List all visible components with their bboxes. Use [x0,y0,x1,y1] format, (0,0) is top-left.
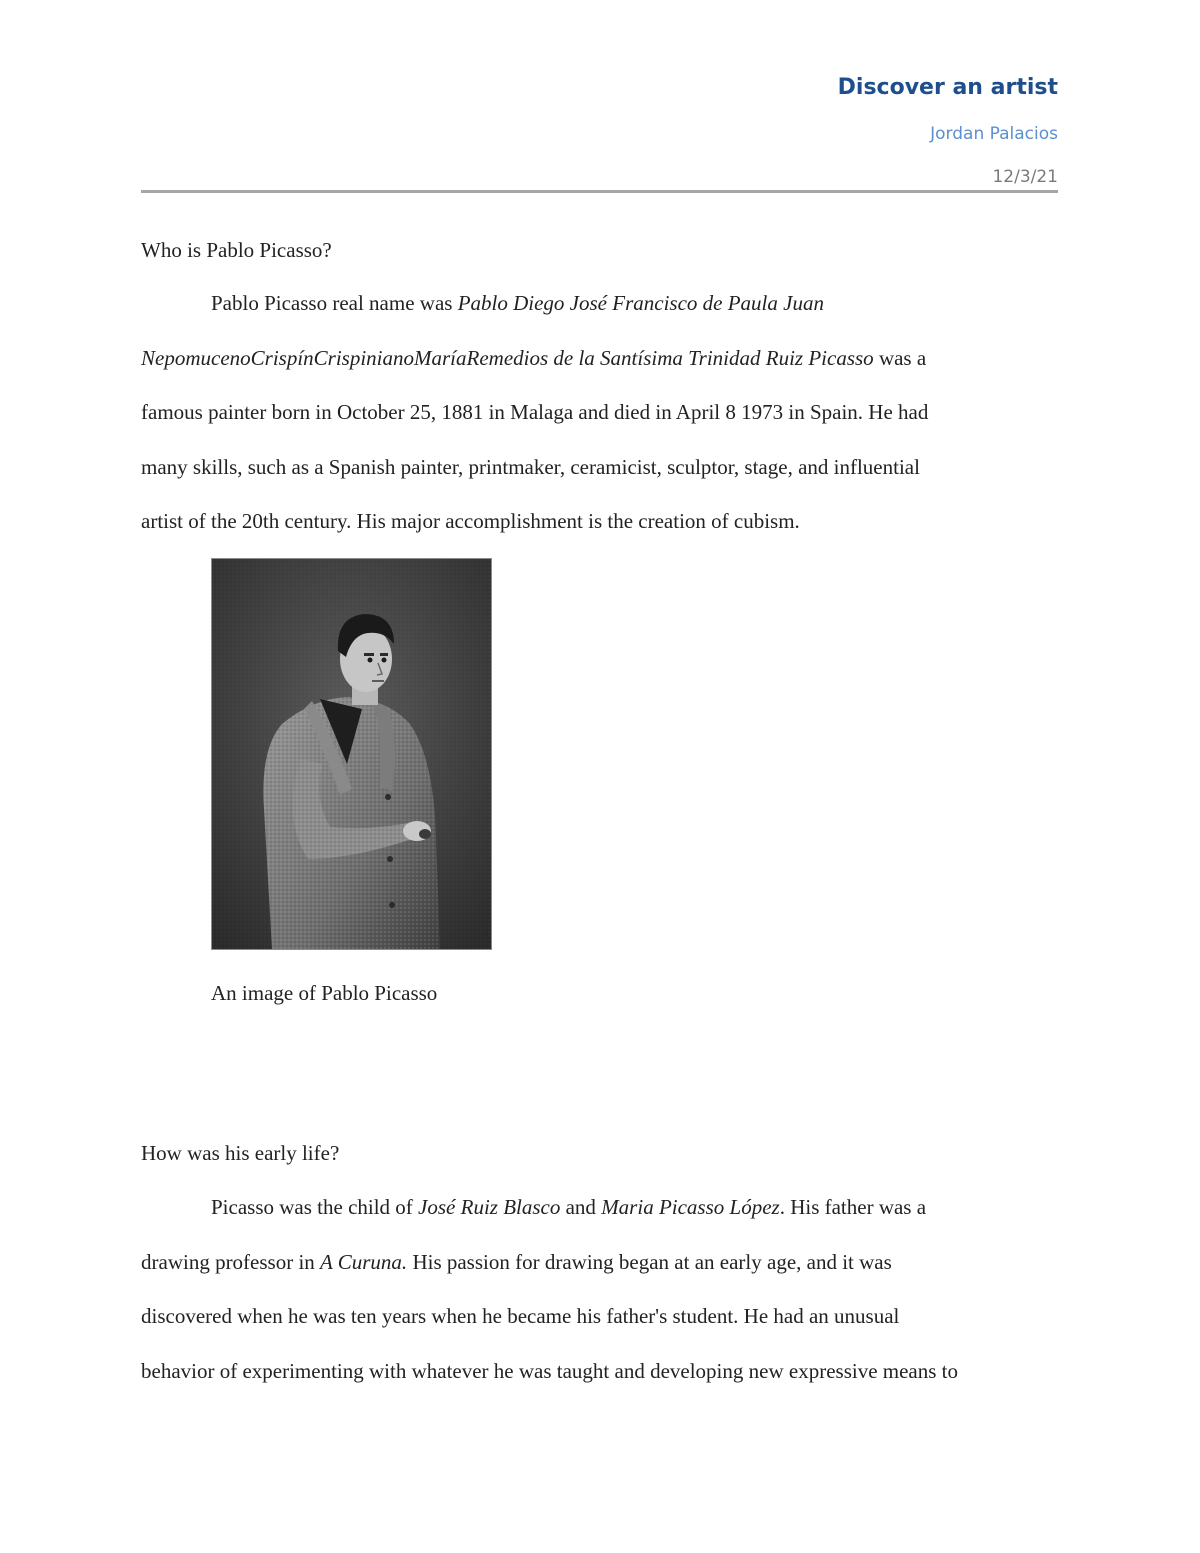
paragraph-line: behavior of experimenting with whatever he was taught and developing new expressive means to [141,1358,959,1383]
paragraph-line: famous painter born in October 25, 1881 in Malaga and died in April 8 1973 in Spain. He had [141,400,929,424]
section-question-early-life [141,1126,1071,1181]
text-run: drawing professor in [141,1249,321,1274]
document-title: Discover an artist [837,75,1058,100]
text-run: was a [873,345,927,370]
paragraph-line [141,1235,1071,1290]
question-text: Who is Pablo Picasso? [141,238,332,262]
text-run: . His father was a [779,1195,927,1219]
paragraph-line: artist of the 20th century. His major accomplishment is the creation of cubism. [141,509,800,533]
paragraph-line [141,276,1071,331]
header-divider [141,190,1058,193]
paragraph-line: many skills, such as a Spanish painter, printmaker, ceramicist, sculptor, stage, and influential [141,454,920,479]
text-run: Picasso was the child of [211,1195,419,1219]
italic-name-run: José Ruiz Blasco [418,1195,561,1219]
picasso-photo [211,558,492,950]
italic-name-run: Maria Picasso López [601,1195,780,1219]
italic-place-run: A Curuna. [320,1249,408,1274]
document-date: 12/3/21 [992,167,1058,187]
section-question-who [141,223,1071,278]
paragraph-line [141,1180,1071,1235]
paragraph-biography [141,276,1071,549]
image-caption: An image of Pablo Picasso [211,981,438,1005]
italic-name-run: NepomucenoCrispínCrispinianoMaríaRemedios de la Santísima Trinidad Ruiz Picasso [141,345,874,370]
paragraph-early-life [141,1180,1071,1398]
paragraph-line: discovered when he was ten years when he became his father's student. He had an unusual [141,1304,900,1328]
document-author: Jordan Palacios [930,124,1058,144]
text-run: His passion for drawing began at an early age, and it was [407,1249,892,1274]
text-run: Pablo Picasso real name was [211,291,458,315]
paragraph-line [141,331,1071,386]
text-run: and [560,1195,602,1219]
question-text: How was his early life? [141,1141,340,1165]
italic-name-run: Pablo Diego José Francisco de Paula Juan [457,291,824,315]
